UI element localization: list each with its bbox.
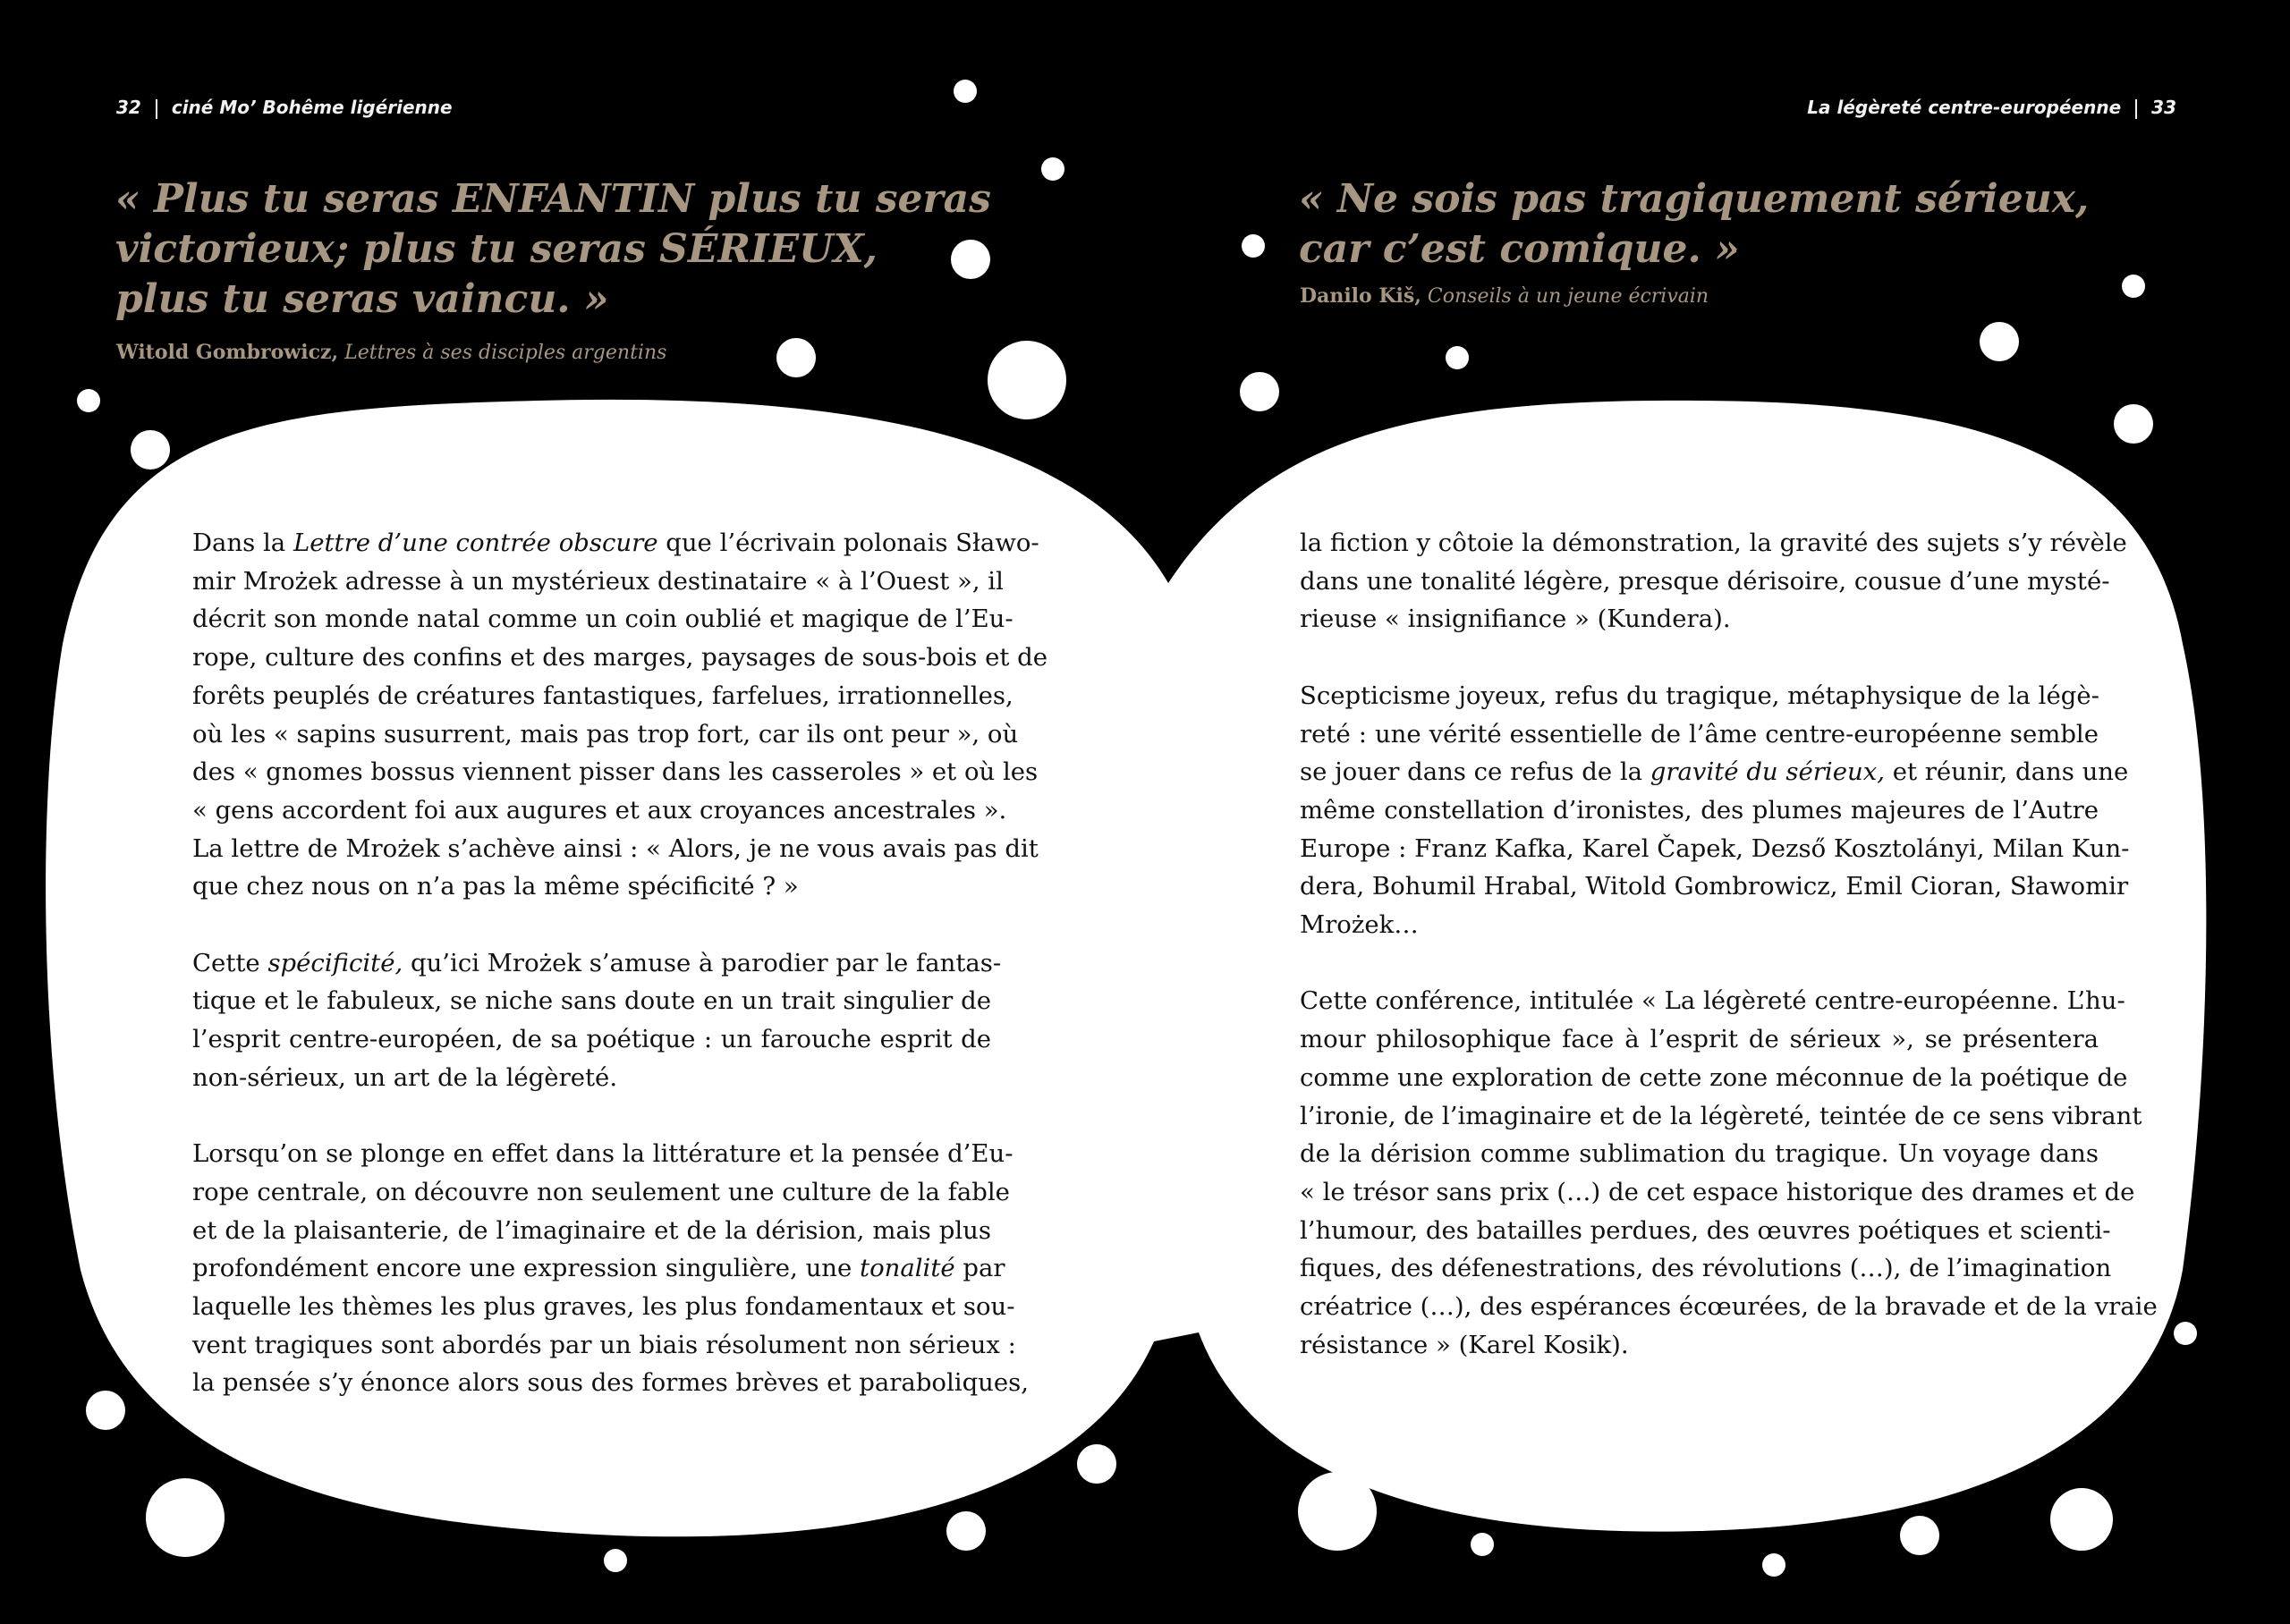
text-line: Cette spécificité, qu’ici Mrożek s’amuse à parodier par le fantas- (192, 948, 1002, 977)
quote-author: Danilo Kiš, (1300, 284, 1421, 308)
text-line: Dans la Lettre d’une contrée obscure que l’écrivain polonais Sławo- (192, 529, 1039, 557)
text-line: « le trésor sans prix (…) de cet espace historique des drames et de (1300, 1177, 2135, 1206)
left-body-text (192, 524, 1048, 1402)
text-line: dera, Bohumil Hrabal, Witold Gombrowicz, Emil Cioran, Sławomir (1300, 872, 2129, 901)
quote-line: « Ne sois pas tragiquement sérieux, (1299, 176, 2090, 222)
text-line: l’esprit centre-européen, de sa poétique : un farouche esprit de (192, 1025, 991, 1054)
text-line: où les « sapins susurrent, mais pas trop fort, car ils ont peur », où (192, 719, 1019, 749)
paragraph (1300, 982, 2158, 1364)
quote-work: Conseils à un jeune écrivain (1427, 285, 1709, 308)
text-line: tique et le fabuleux, se niche sans doute en un trait singulier de (192, 986, 991, 1016)
text-line: vent tragiques sont abordés par un biais résolument non sérieux : (192, 1330, 1016, 1359)
separator (156, 99, 157, 119)
text-line: décrit son monde natal comme un coin oublié et magique de l’Eu- (192, 605, 1014, 634)
text-line: mour philosophique face à l’esprit de sérieux », se présentera (1300, 1025, 2099, 1054)
text-line: dans une tonalité légère, presque dérisoire, cousue d’une mysté- (1300, 566, 2110, 596)
text-line: de la dérision comme sublimation du tragique. Un voyage dans (1300, 1139, 2099, 1169)
quote-line: plus tu seras vaincu. » (115, 276, 609, 322)
text-line: la pensée s’y énonce alors sous des formes brèves et paraboliques, (192, 1368, 1030, 1398)
text-line: Scepticisme joyeux, refus du tragique, métaphysique de la légè- (1300, 681, 2099, 710)
text-line: rieuse « insignifiance » (Kundera). (1300, 605, 1731, 634)
text-line: l’humour, des batailles perdues, des œuvres poétiques et scienti- (1300, 1215, 2111, 1245)
separator (2135, 99, 2137, 119)
text-line: la fiction y côtoie la démonstration, la gravité des sujets s’y révèle (1300, 529, 2127, 557)
text-line: rope centrale, on découvre non seulement une culture de la fable (192, 1177, 1010, 1206)
text-line: laquelle les thèmes les plus graves, les plus fondamentaux et sou- (192, 1292, 1015, 1322)
text-line: se jouer dans ce refus de la gravité du sérieux, et réunir, dans une (1300, 757, 2129, 787)
quote-line: « Plus tu seras ENFANTIN plus tu seras (115, 176, 991, 222)
text-line: mir Mrożek adresse à un mystérieux destinataire « à l’Ouest », il (192, 566, 1004, 596)
left-epigraph-quote (115, 174, 991, 325)
text-line: profondément encore une expression singulière, une tonalité par (192, 1254, 1005, 1283)
text-line: Lorsqu’on se plonge en effet dans la littérature et la pensée d’Eu- (192, 1139, 1014, 1169)
running-title-left: ciné Mo’ Bohême ligérienne (171, 97, 453, 118)
page-number-right: 33 (2151, 97, 2176, 118)
text-line: et de la plaisanterie, de l’imaginaire et de la dérision, mais plus (192, 1215, 991, 1245)
text-line: des « gnomes bossus viennent pisser dans les casseroles » et où les (192, 757, 1039, 787)
paragraph (1300, 677, 2130, 944)
text-line: que chez nous on n’a pas la même spécificité ? » (192, 872, 799, 901)
quote-line: car c’est comique. » (1299, 226, 1740, 272)
text-line: La lettre de Mrożek s’achève ainsi : « Alors, je ne vous avais pas dit (192, 833, 1039, 863)
paragraph (192, 1135, 1030, 1402)
text-line: l’ironie, de l’imaginaire et de la légèreté, teintée de ce sens vibrant (1300, 1101, 2142, 1130)
text-line: Mrożek… (1300, 910, 1419, 940)
text-line: reté : une vérité essentielle de l’âme centre-européenne semble (1300, 719, 2099, 749)
right-body-text (1300, 524, 2158, 1364)
text-line: rope, culture des confins et des marges, paysages de sous-bois et de (192, 643, 1048, 672)
text-line: fiques, des défenestrations, des révolutions (…), de l’imagination (1300, 1254, 2112, 1283)
text-line: résistance » (Karel Kosik). (1300, 1330, 1629, 1359)
paragraph (192, 524, 1048, 906)
running-title-right: La légèreté centre-européenne (1807, 97, 2122, 118)
text-line: Europe : Franz Kafka, Karel Čapek, Dezső Kosztolányi, Milan Kun- (1300, 833, 2130, 863)
text-line: forêts peuplés de créatures fantastiques, farfelues, irrationnelles, (192, 681, 1014, 710)
quote-work: Lettres à ses disciples argentins (344, 342, 667, 364)
left-quote-attribution (116, 341, 666, 364)
right-quote-attribution (1300, 284, 1709, 308)
running-head-left (116, 97, 453, 119)
running-head-right (1807, 97, 2176, 119)
text-line: « gens accordent foi aux augures et aux croyances ancestrales ». (192, 795, 1007, 825)
text-line: créatrice (…), des espérances écœurées, de la bravade et de la vraie (1300, 1292, 2158, 1322)
right-epigraph-quote (1299, 174, 2089, 275)
text-line: non-sérieux, un art de la légèreté. (192, 1062, 618, 1092)
page-number-left: 32 (116, 97, 141, 118)
text-line: même constellation d’ironistes, des plumes majeures de l’Autre (1300, 795, 2099, 825)
text-line: Cette conférence, intitulée « La légèreté centre-européenne. L’hu- (1300, 986, 2125, 1016)
quote-line: victorieux; plus tu seras SÉRIEUX, (115, 226, 878, 272)
quote-author: Witold Gombrowicz, (116, 341, 339, 364)
text-line: comme une exploration de cette zone méconnue de la poétique de (1300, 1062, 2128, 1092)
paragraph (1300, 524, 2127, 639)
paragraph (192, 944, 1002, 1097)
